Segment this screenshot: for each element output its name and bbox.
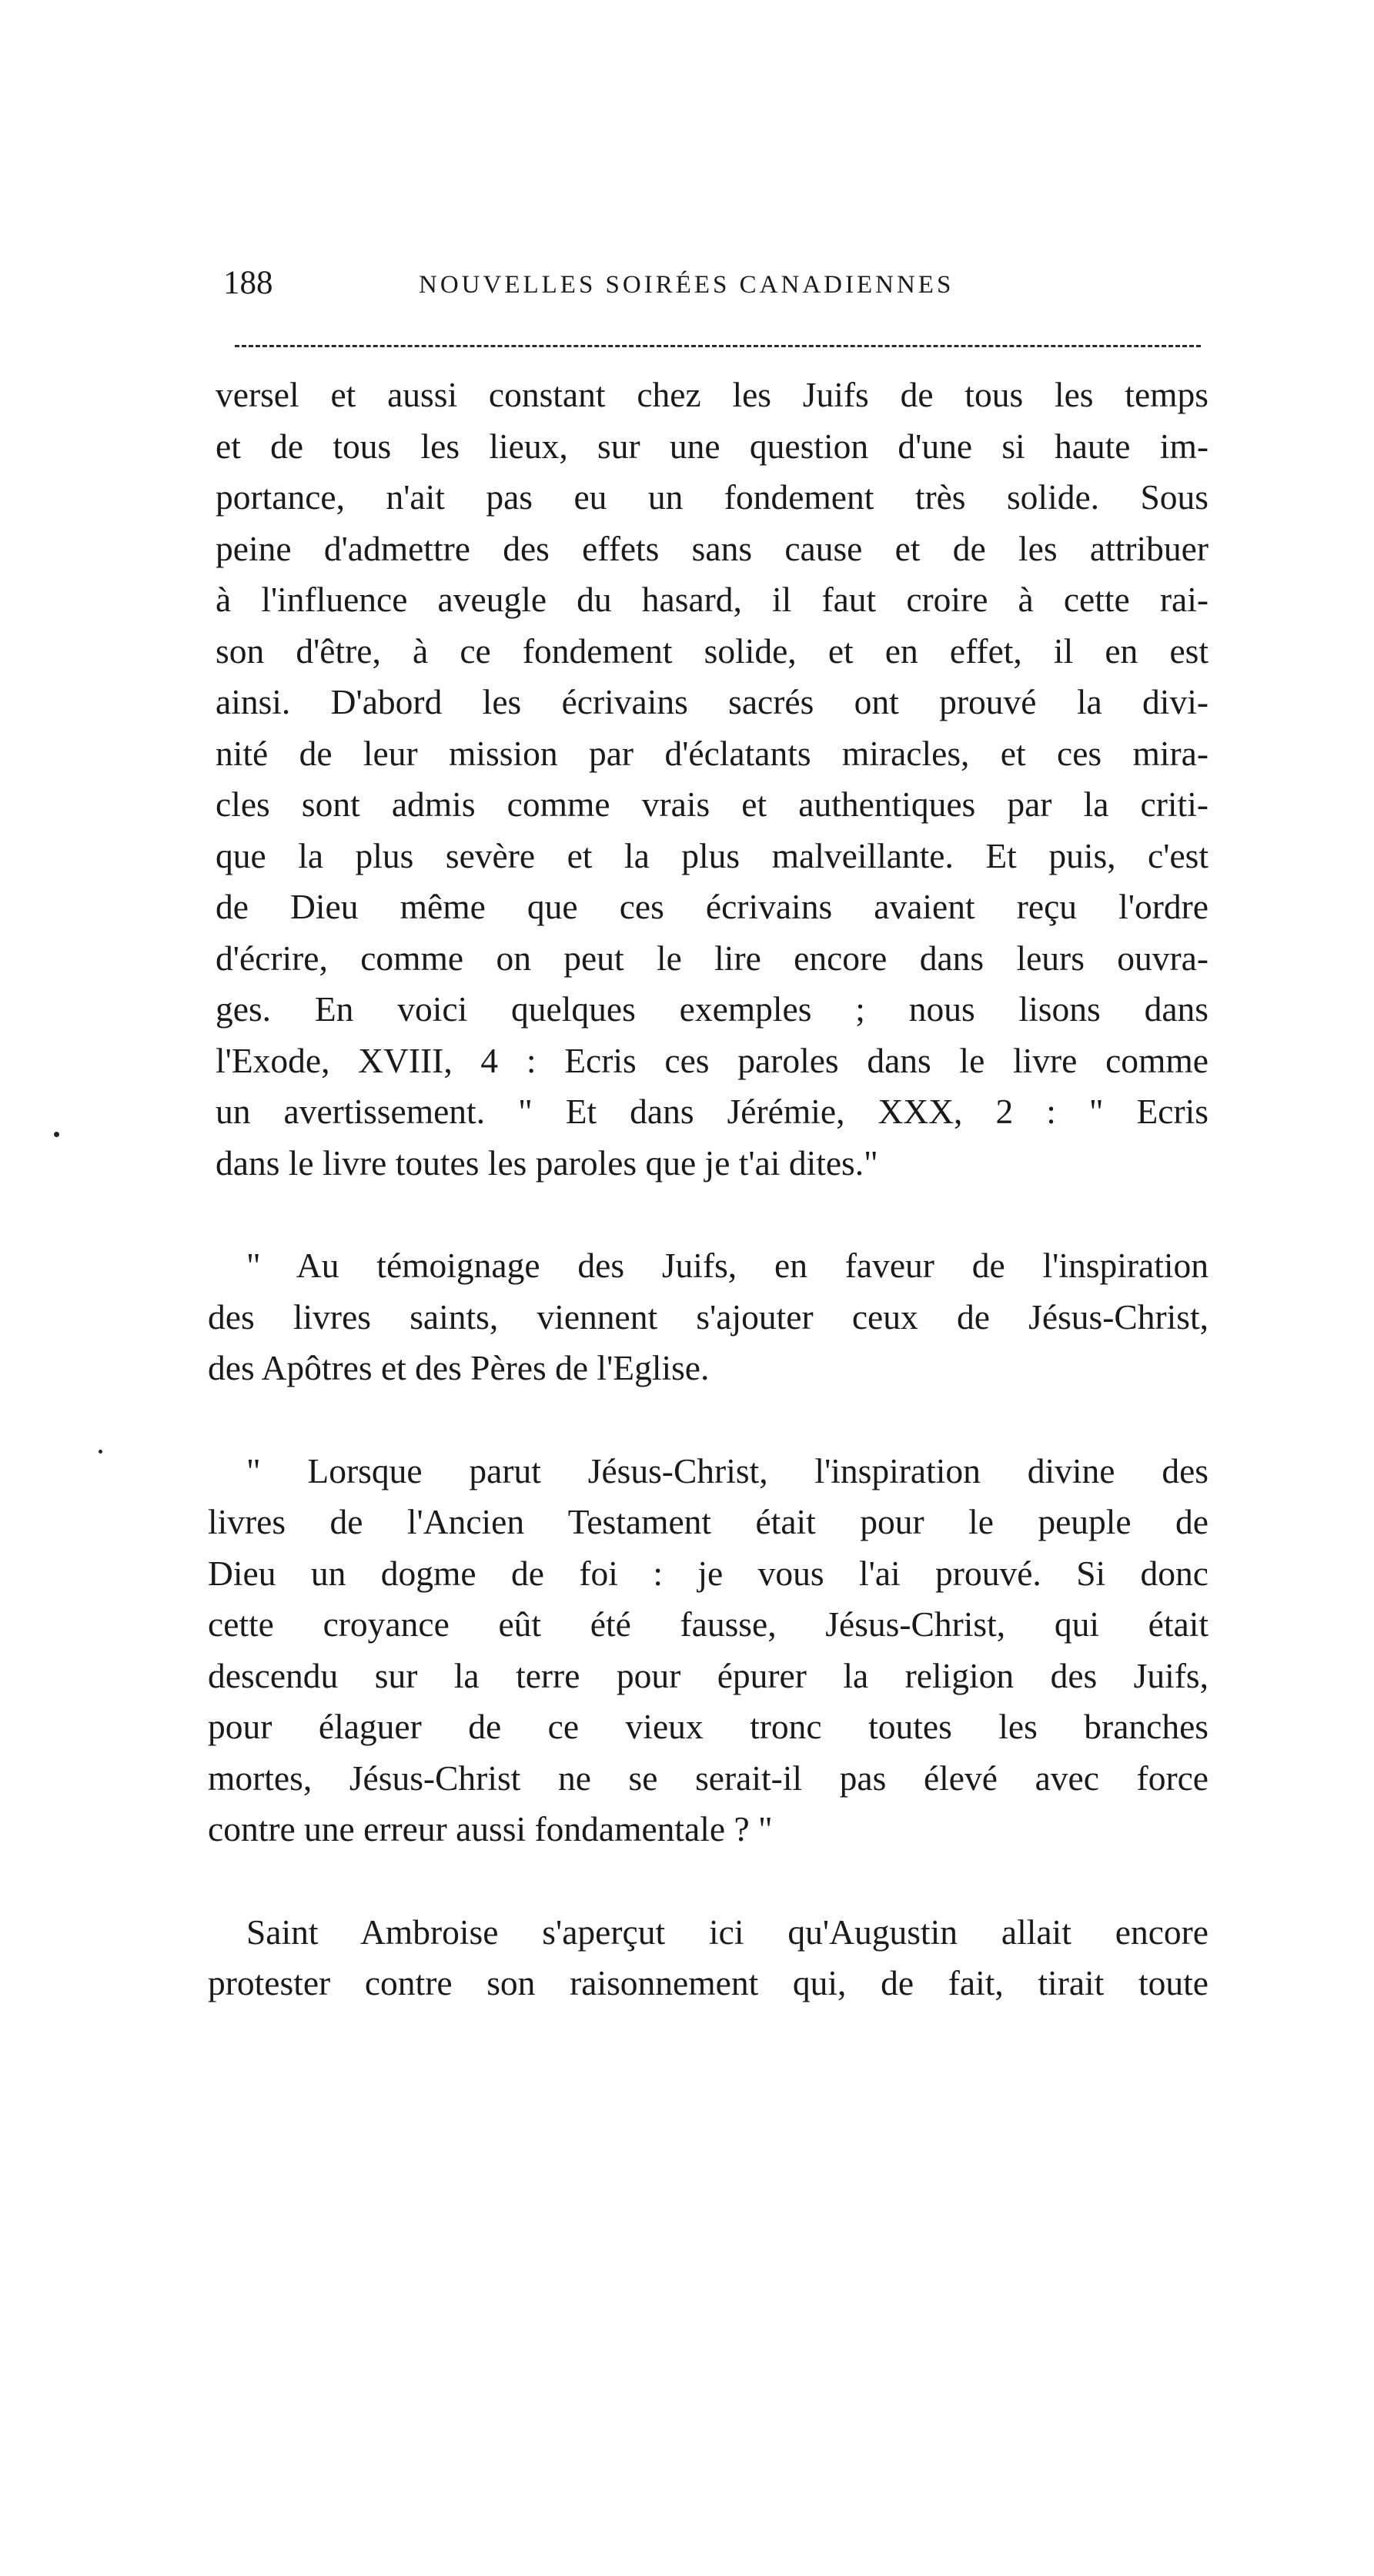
text-line: son d'être, à ce fondement solide, et en effet, il en est bbox=[216, 631, 1209, 671]
running-head bbox=[223, 260, 1201, 306]
text-line: " Au témoignage des Juifs, en faveur de l'inspiration bbox=[246, 1246, 1209, 1285]
header-rule bbox=[235, 345, 1201, 347]
text-line: des Apôtres et des Pères de l'Eglise. bbox=[208, 1348, 710, 1387]
text-line: pour élaguer de ce vieux tronc toutes les branches bbox=[208, 1707, 1209, 1746]
text-line: peine d'admettre des effets sans cause et de les attribuer bbox=[216, 528, 1209, 568]
text-line: des livres saints, viennent s'ajouter ceux de Jésus-Christ, bbox=[208, 1296, 1209, 1337]
paragraph bbox=[208, 1240, 1209, 1394]
text-line: cette croyance eût été fausse, Jésus-Christ, qui était bbox=[208, 1604, 1209, 1644]
text-line: descendu sur la terre pour épurer la religion des Juifs, bbox=[208, 1655, 1209, 1695]
paragraph bbox=[208, 1446, 1209, 1855]
body-text bbox=[208, 370, 1209, 2061]
text-line: dans le livre toutes les paroles que je t'ai dites." bbox=[216, 1142, 878, 1183]
text-line: à l'influence aveugle du hasard, il faut croire à cette rai- bbox=[216, 580, 1209, 619]
running-title: NOUVELLES SOIRÉES CANADIENNES bbox=[419, 271, 954, 299]
text-line: de Dieu même que ces écrivains avaient reçu l'ordre bbox=[216, 887, 1209, 926]
text-line: portance, n'ait pas eu un fondement très solide. Sous bbox=[216, 477, 1209, 517]
margin-mark bbox=[54, 1132, 59, 1137]
text-line: " Lorsque parut Jésus-Christ, l'inspiration divine des bbox=[246, 1450, 1209, 1490]
text-line: livres de l'Ancien Testament était pour le peuple de bbox=[208, 1502, 1209, 1541]
text-line: nité de leur mission par d'éclatants miracles, et ces mira- bbox=[216, 733, 1209, 773]
text-line: ainsi. D'abord les écrivains sacrés ont prouvé la divi- bbox=[216, 682, 1209, 721]
page-number: 188 bbox=[223, 265, 273, 301]
text-line: d'écrire, comme on peut le lire encore dans leurs ouvra- bbox=[216, 938, 1209, 978]
text-line: contre une erreur aussi fondamentale ? " bbox=[208, 1809, 773, 1848]
text-line: et de tous les lieux, sur une question d'une si haute im- bbox=[216, 426, 1209, 466]
text-line: ges. En voici quelques exemples ; nous lisons dans bbox=[216, 989, 1209, 1029]
margin-mark bbox=[99, 1450, 102, 1454]
text-line: protester contre son raisonnement qui, de fait, tirait toute bbox=[208, 1963, 1209, 2002]
text-line: que la plus sevère et la plus malveillante. Et puis, c'est bbox=[216, 835, 1209, 875]
text-line: Dieu un dogme de foi : je vous l'ai prouvé. Si donc bbox=[208, 1553, 1209, 1593]
text-line: l'Exode, XVIII, 4 : Ecris ces paroles dans le livre comme bbox=[216, 1040, 1209, 1080]
paragraph bbox=[208, 370, 1209, 1189]
paragraph bbox=[208, 1907, 1209, 2009]
text-line: mortes, Jésus-Christ ne se serait-il pas élevé avec force bbox=[208, 1758, 1209, 1798]
text-line: un avertissement. " Et dans Jérémie, XXX, 2 : " Ecris bbox=[216, 1092, 1209, 1131]
text-line: Saint Ambroise s'aperçut ici qu'Augustin allait encore bbox=[246, 1912, 1209, 1952]
text-line: versel et aussi constant chez les Juifs de tous les temps bbox=[216, 375, 1209, 414]
text-line: cles sont admis comme vrais et authentiques par la criti- bbox=[216, 785, 1209, 824]
